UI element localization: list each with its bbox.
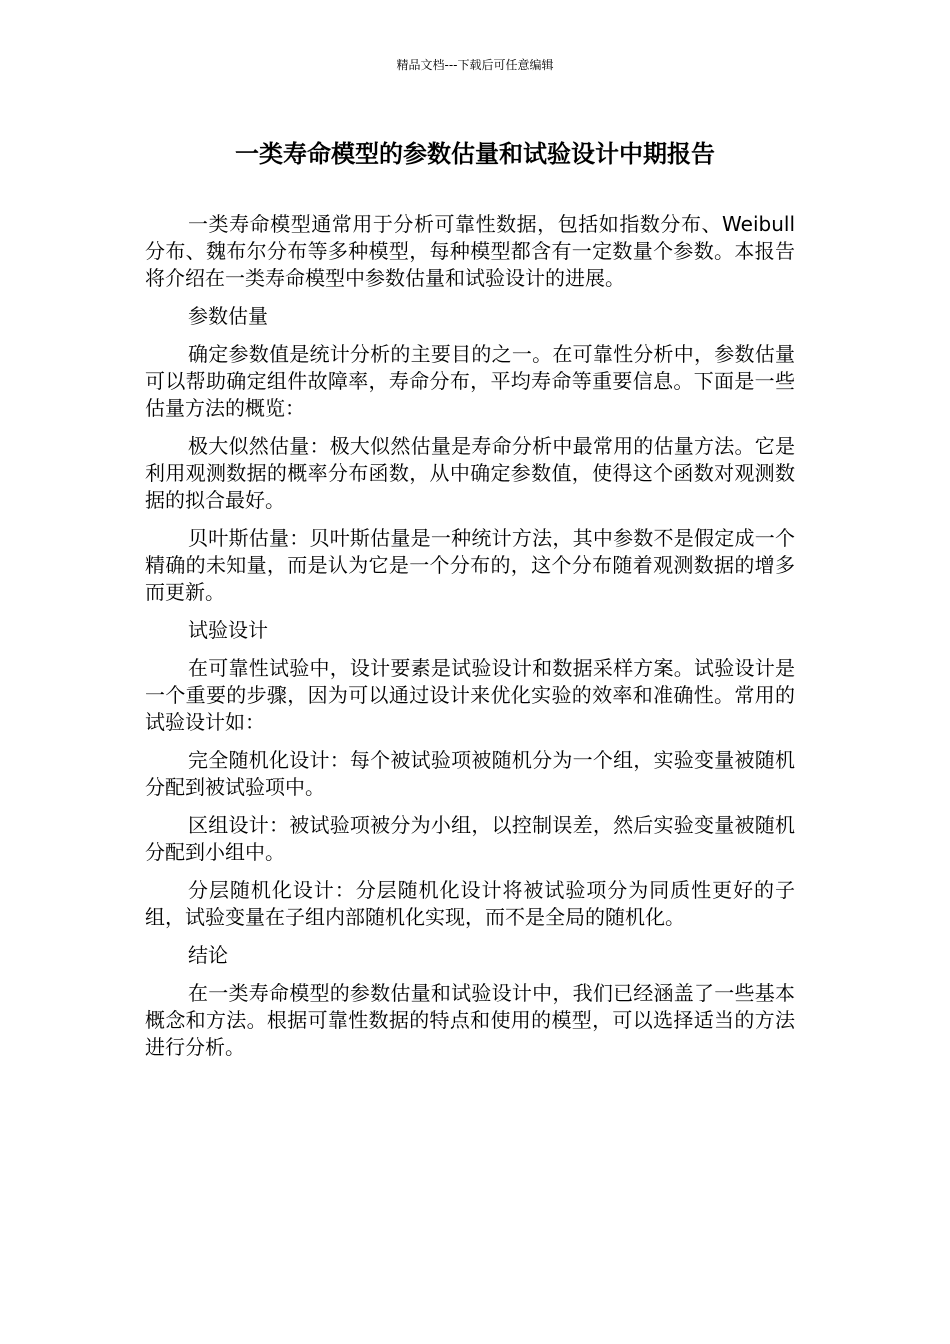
paragraph-conclusion: 在一类寿命模型的参数估量和试验设计中，我们已经涵盖了一些基本概念和方法。根据可靠性数据的特点和使用的模型，可以选择适当的方法进行分析。 (145, 981, 795, 1059)
intro-paragraph: 一类寿命模型通常用于分析可靠性数据，包括如指数分布、Weibull分布、魏布尔分布等多种模型，每种模型都含有一定数量个参数。本报告将介绍在一类寿命模型中参数估量和试验设计的进展。 (145, 212, 795, 290)
paragraph-block-design: 区组设计：被试验项被分为小组，以控制误差，然后实验变量被随机分配到小组中。 (145, 813, 795, 864)
document-title: 一类寿命模型的参数估量和试验设计中期报告 (235, 140, 715, 168)
section-heading-experiment-design: 试验设计 (188, 618, 268, 642)
document-body (145, 211, 795, 1072)
section-heading-parameter-estimation: 参数估量 (188, 304, 268, 328)
page-header: 精品文档---下载后可任意编辑 (396, 58, 554, 72)
paragraph-mle: 极大似然估量：极大似然估量是寿命分析中最常用的估量方法。它是利用观测数据的概率分布函数，从中确定参数值，使得这个函数对观测数据的拟合最好。 (145, 434, 795, 512)
paragraph-parameter-purpose: 确定参数值是统计分析的主要目的之一。在可靠性分析中，参数估量可以帮助确定组件故障率，寿命分布，平均寿命等重要信息。下面是一些估量方法的概览： (145, 342, 795, 420)
section-heading-conclusion: 结论 (188, 943, 228, 967)
paragraph-experiment-intro: 在可靠性试验中，设计要素是试验设计和数据采样方案。试验设计是一个重要的步骤，因为可以通过设计来优化实验的效率和准确性。常用的试验设计如： (145, 656, 795, 734)
paragraph-complete-randomization: 完全随机化设计：每个被试验项被随机分为一个组，实验变量被随机分配到被试验项中。 (145, 748, 795, 799)
paragraph-bayesian: 贝叶斯估量：贝叶斯估量是一种统计方法，其中参数不是假定成一个精确的未知量，而是认为它是一个分布的，这个分布随着观测数据的增多而更新。 (145, 526, 795, 604)
paragraph-stratified-randomization: 分层随机化设计：分层随机化设计将被试验项分为同质性更好的子组，试验变量在子组内部随机化实现，而不是全局的随机化。 (145, 878, 795, 929)
